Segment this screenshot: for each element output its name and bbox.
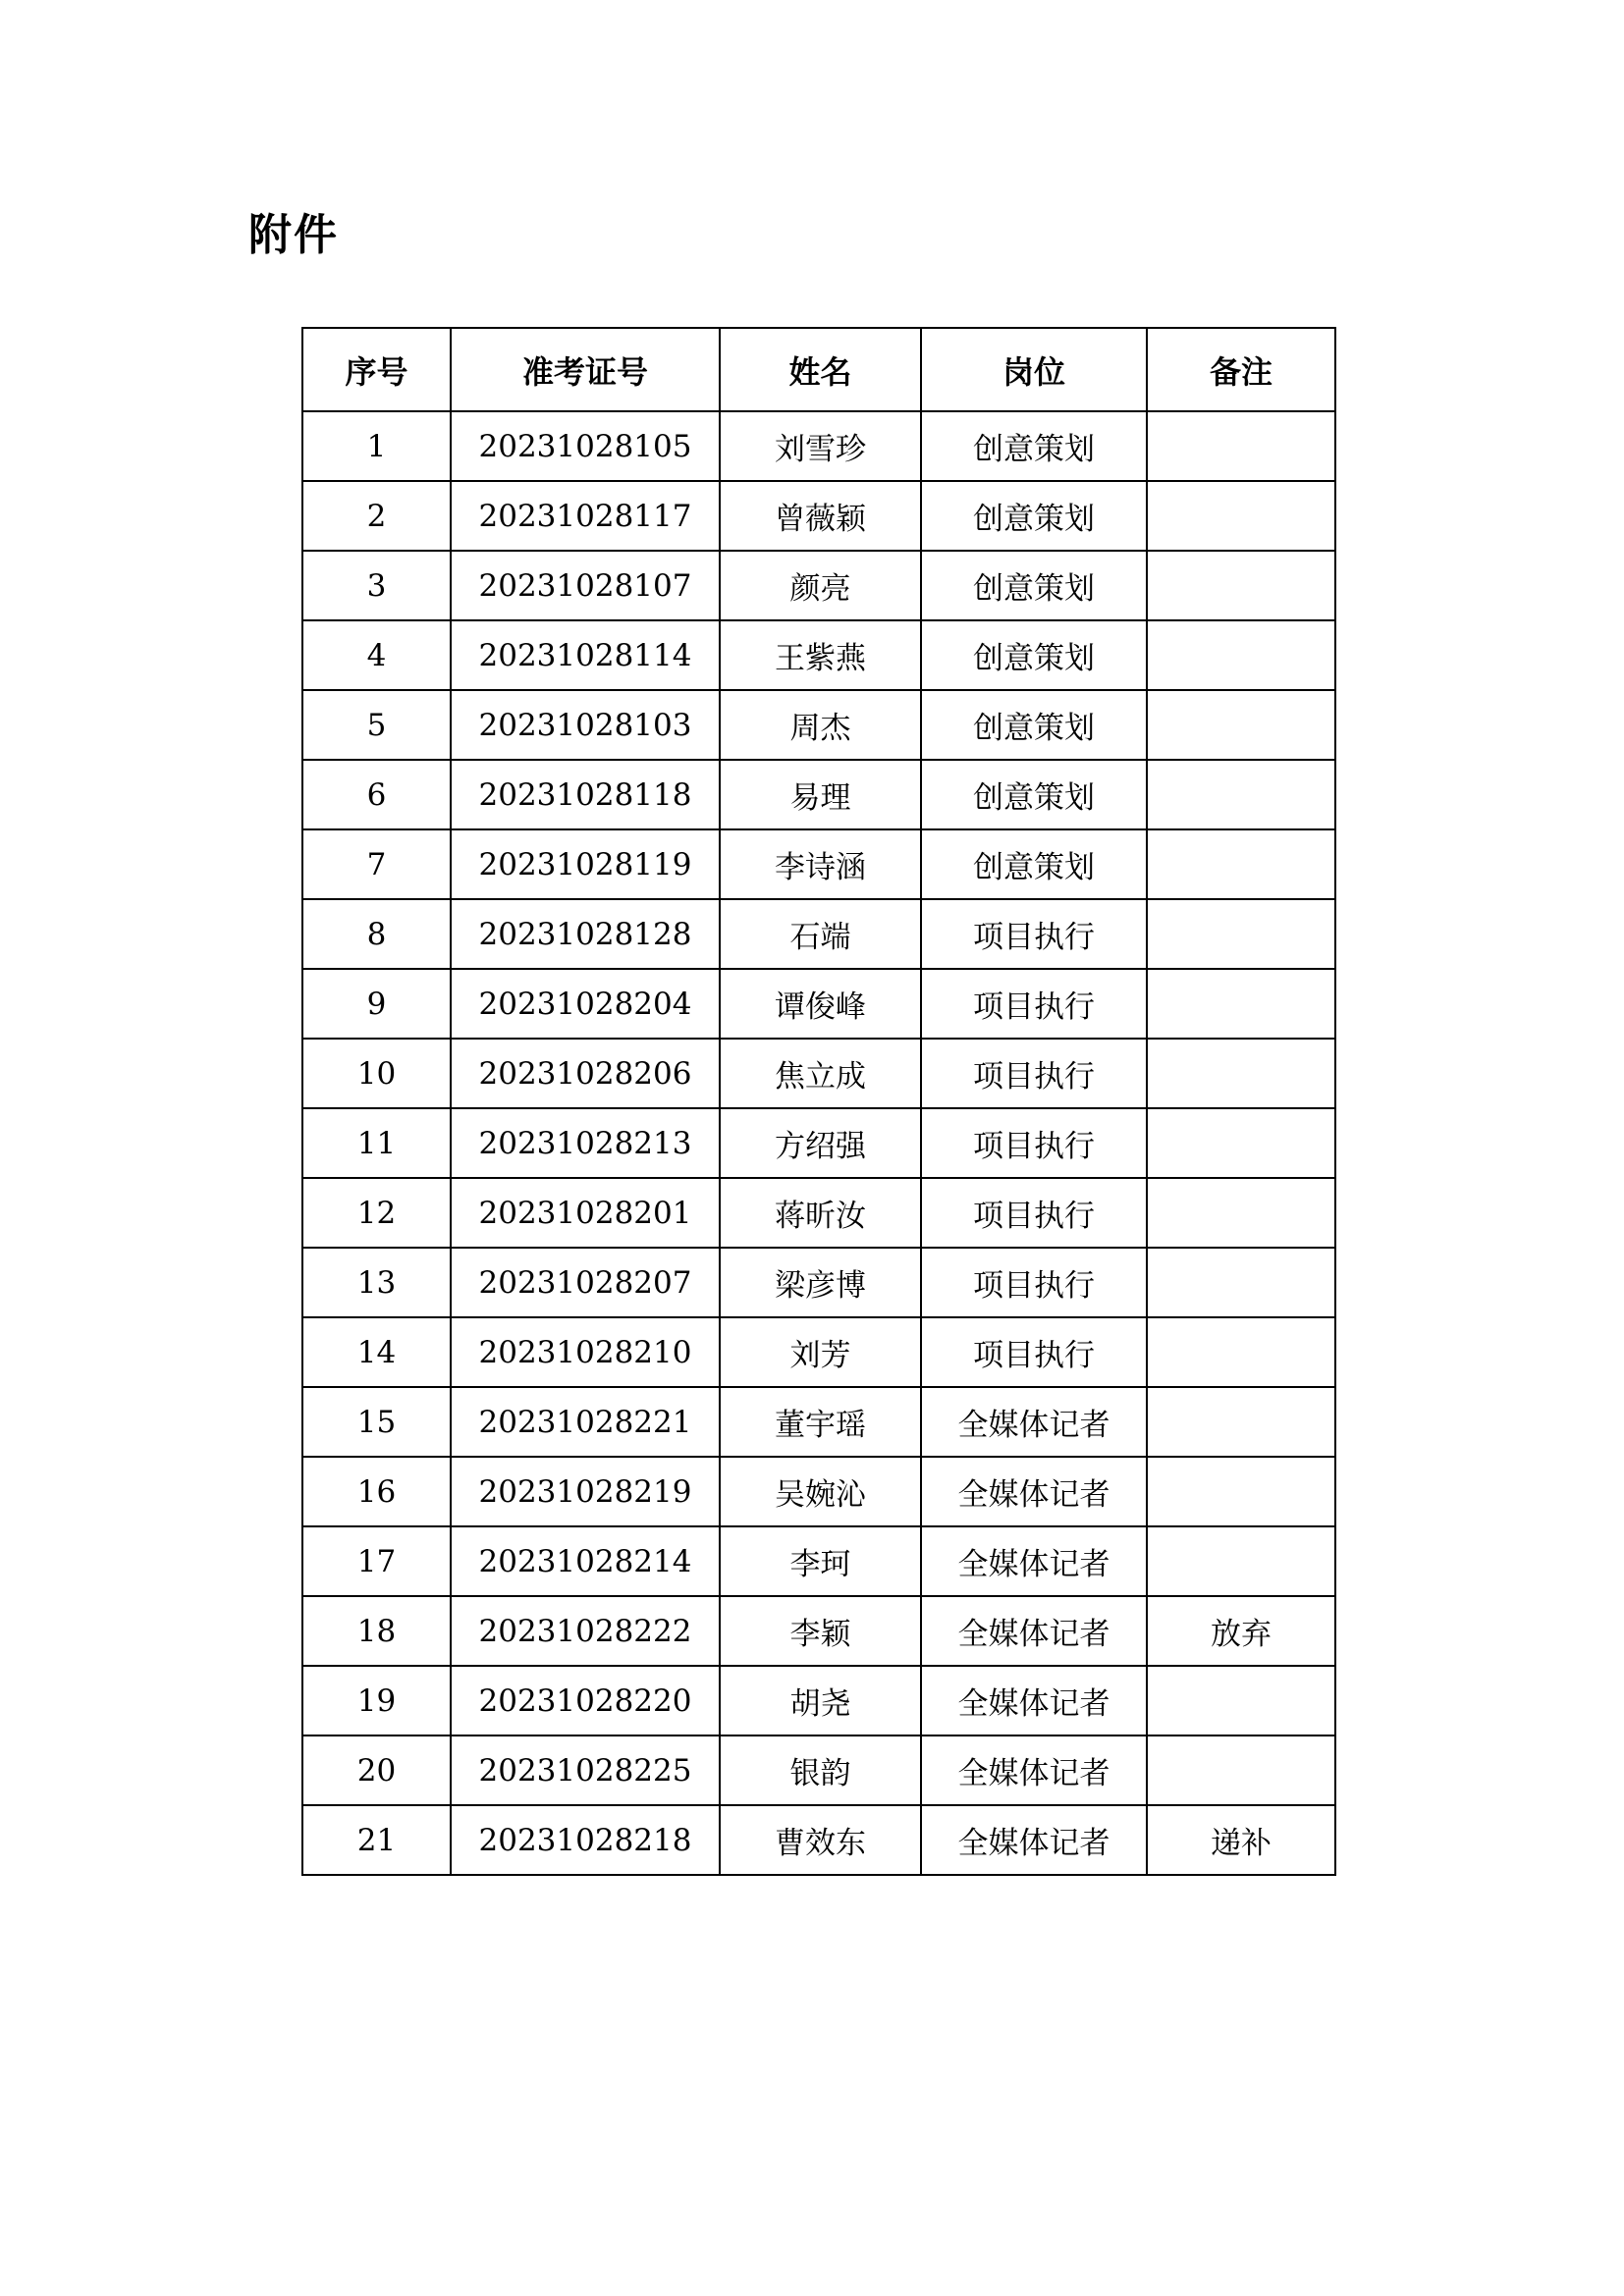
table-row: [302, 1735, 1335, 1805]
cell-exam-id: 20231028119: [451, 829, 720, 899]
table-row: [302, 1805, 1335, 1875]
cell-remark: [1147, 760, 1335, 829]
cell-remark: [1147, 1457, 1335, 1526]
cell-exam-id: 20231028221: [451, 1387, 720, 1457]
cell-name: 石端: [720, 899, 921, 969]
cell-remark: [1147, 969, 1335, 1039]
table-row: [302, 760, 1335, 829]
cell-remark: [1147, 551, 1335, 620]
header-no: 序号: [302, 328, 451, 411]
table-row: [302, 1317, 1335, 1387]
cell-remark: [1147, 899, 1335, 969]
table-row: [302, 1248, 1335, 1317]
cell-remark: [1147, 1039, 1335, 1108]
cell-no: 5: [302, 690, 451, 760]
candidate-table: [301, 327, 1336, 1876]
cell-name: 焦立成: [720, 1039, 921, 1108]
cell-remark: [1147, 411, 1335, 481]
cell-exam-id: 20231028117: [451, 481, 720, 551]
cell-exam-id: 20231028103: [451, 690, 720, 760]
header-position: 岗位: [921, 328, 1147, 411]
cell-no: 7: [302, 829, 451, 899]
cell-exam-id: 20231028207: [451, 1248, 720, 1317]
cell-remark: [1147, 1248, 1335, 1317]
cell-remark: [1147, 1178, 1335, 1248]
cell-exam-id: 20231028114: [451, 620, 720, 690]
cell-position: 项目执行: [921, 969, 1147, 1039]
cell-position: 全媒体记者: [921, 1666, 1147, 1735]
cell-exam-id: 20231028222: [451, 1596, 720, 1666]
cell-position: 项目执行: [921, 1039, 1147, 1108]
cell-position: 创意策划: [921, 481, 1147, 551]
cell-no: 1: [302, 411, 451, 481]
cell-exam-id: 20231028218: [451, 1805, 720, 1875]
table-row: [302, 1457, 1335, 1526]
cell-position: 创意策划: [921, 411, 1147, 481]
cell-exam-id: 20231028214: [451, 1526, 720, 1596]
cell-remark: [1147, 690, 1335, 760]
table-header-row: [302, 328, 1335, 411]
cell-name: 董宇瑶: [720, 1387, 921, 1457]
cell-position: 全媒体记者: [921, 1457, 1147, 1526]
cell-no: 9: [302, 969, 451, 1039]
cell-no: 15: [302, 1387, 451, 1457]
cell-exam-id: 20231028225: [451, 1735, 720, 1805]
cell-exam-id: 20231028105: [451, 411, 720, 481]
cell-position: 全媒体记者: [921, 1387, 1147, 1457]
cell-remark: [1147, 1666, 1335, 1735]
cell-exam-id: 20231028220: [451, 1666, 720, 1735]
table-row: [302, 1039, 1335, 1108]
cell-exam-id: 20231028128: [451, 899, 720, 969]
table-row: [302, 1178, 1335, 1248]
cell-exam-id: 20231028210: [451, 1317, 720, 1387]
table-row: [302, 829, 1335, 899]
cell-position: 全媒体记者: [921, 1526, 1147, 1596]
cell-name: 吴婉沁: [720, 1457, 921, 1526]
cell-position: 创意策划: [921, 760, 1147, 829]
table-row: [302, 481, 1335, 551]
cell-no: 8: [302, 899, 451, 969]
header-remark: 备注: [1147, 328, 1335, 411]
cell-name: 李珂: [720, 1526, 921, 1596]
cell-position: 创意策划: [921, 551, 1147, 620]
table-row: [302, 1526, 1335, 1596]
cell-position: 创意策划: [921, 829, 1147, 899]
cell-name: 曹效东: [720, 1805, 921, 1875]
table-row: [302, 899, 1335, 969]
cell-no: 2: [302, 481, 451, 551]
cell-name: 胡尧: [720, 1666, 921, 1735]
cell-no: 20: [302, 1735, 451, 1805]
cell-name: 周杰: [720, 690, 921, 760]
cell-no: 3: [302, 551, 451, 620]
cell-exam-id: 20231028219: [451, 1457, 720, 1526]
cell-position: 全媒体记者: [921, 1805, 1147, 1875]
cell-remark: [1147, 1735, 1335, 1805]
cell-position: 项目执行: [921, 1317, 1147, 1387]
cell-no: 13: [302, 1248, 451, 1317]
table-row: [302, 969, 1335, 1039]
cell-position: 项目执行: [921, 1178, 1147, 1248]
cell-no: 18: [302, 1596, 451, 1666]
cell-name: 刘雪珍: [720, 411, 921, 481]
cell-no: 19: [302, 1666, 451, 1735]
cell-no: 11: [302, 1108, 451, 1178]
cell-exam-id: 20231028213: [451, 1108, 720, 1178]
cell-position: 全媒体记者: [921, 1596, 1147, 1666]
cell-position: 创意策划: [921, 690, 1147, 760]
table-body: [302, 411, 1335, 1875]
cell-no: 12: [302, 1178, 451, 1248]
table-row: [302, 1666, 1335, 1735]
cell-no: 10: [302, 1039, 451, 1108]
header-exam-id: 准考证号: [451, 328, 720, 411]
cell-no: 16: [302, 1457, 451, 1526]
cell-name: 刘芳: [720, 1317, 921, 1387]
cell-name: 谭俊峰: [720, 969, 921, 1039]
cell-exam-id: 20231028201: [451, 1178, 720, 1248]
cell-no: 21: [302, 1805, 451, 1875]
cell-exam-id: 20231028118: [451, 760, 720, 829]
cell-remark: 递补: [1147, 1805, 1335, 1875]
cell-position: 项目执行: [921, 1248, 1147, 1317]
cell-name: 曾薇颖: [720, 481, 921, 551]
cell-remark: [1147, 1526, 1335, 1596]
table-row: [302, 620, 1335, 690]
cell-name: 方绍强: [720, 1108, 921, 1178]
cell-name: 王紫燕: [720, 620, 921, 690]
cell-name: 易理: [720, 760, 921, 829]
cell-exam-id: 20231028107: [451, 551, 720, 620]
table-row: [302, 1108, 1335, 1178]
table-row: [302, 1387, 1335, 1457]
cell-position: 项目执行: [921, 899, 1147, 969]
table-row: [302, 690, 1335, 760]
cell-name: 李颖: [720, 1596, 921, 1666]
cell-name: 颜亮: [720, 551, 921, 620]
cell-no: 14: [302, 1317, 451, 1387]
cell-remark: [1147, 829, 1335, 899]
cell-exam-id: 20231028206: [451, 1039, 720, 1108]
cell-exam-id: 20231028204: [451, 969, 720, 1039]
table-row: [302, 411, 1335, 481]
cell-no: 6: [302, 760, 451, 829]
cell-remark: [1147, 1387, 1335, 1457]
cell-name: 李诗涵: [720, 829, 921, 899]
cell-remark: [1147, 1317, 1335, 1387]
cell-position: 项目执行: [921, 1108, 1147, 1178]
cell-position: 创意策划: [921, 620, 1147, 690]
cell-remark: [1147, 620, 1335, 690]
header-name: 姓名: [720, 328, 921, 411]
cell-remark: 放弃: [1147, 1596, 1335, 1666]
cell-name: 银韵: [720, 1735, 921, 1805]
cell-no: 4: [302, 620, 451, 690]
cell-name: 梁彦博: [720, 1248, 921, 1317]
cell-remark: [1147, 481, 1335, 551]
table-row: [302, 1596, 1335, 1666]
table-row: [302, 551, 1335, 620]
page-title: 附件: [248, 210, 339, 260]
cell-position: 全媒体记者: [921, 1735, 1147, 1805]
cell-name: 蒋昕汝: [720, 1178, 921, 1248]
cell-remark: [1147, 1108, 1335, 1178]
cell-no: 17: [302, 1526, 451, 1596]
